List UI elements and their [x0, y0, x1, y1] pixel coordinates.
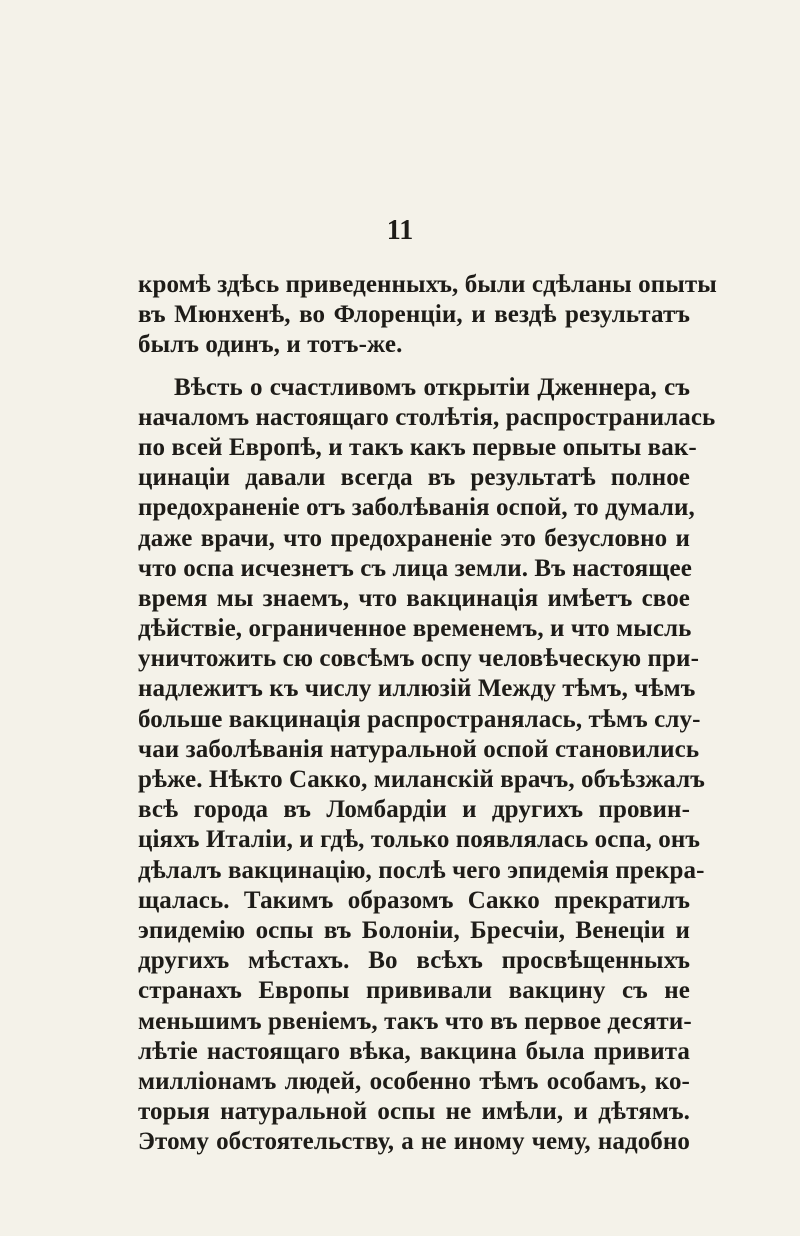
text-line: торыя натуральной оспы не имѣли, и дѣтямъ. [138, 1098, 690, 1126]
text-line: даже врачи, что предохраненіе это безусловно и [138, 524, 690, 552]
text-line: ціяхъ Италіи, и гдѣ, только появлялась оспа, онъ [138, 826, 701, 854]
text-line: дѣйствіе, ограниченное временемъ, и что мысль [138, 615, 692, 643]
text-line: Этому обстоятельству, а не иному чему, надобно [138, 1128, 690, 1156]
text-line: надлежитъ къ числу иллюзій Между тѣмъ, чѣмъ [138, 675, 696, 703]
text-line: больше вакцинація распространялась, тѣмъ слу- [138, 705, 701, 733]
paragraph-2 [138, 373, 716, 1158]
text-line: странахъ Европы прививали вакцину съ не [138, 977, 690, 1005]
text-line: всѣ города въ Ломбардіи и другихъ провин- [138, 796, 690, 824]
text-line: другихъ мѣстахъ. Во всѣхъ просвѣщенныхъ [138, 947, 690, 975]
text-line: чаи заболѣванія натуральной оспой становились [138, 735, 700, 763]
text-line: по всей Европѣ, и такъ какъ первые опыты вак- [138, 433, 697, 461]
text-line: что оспа исчезнетъ съ лица земли. Въ настоящее [138, 554, 692, 582]
body-text [138, 270, 717, 1157]
text-line: предохраненіе отъ заболѣванія оспой, то думали, [138, 494, 695, 522]
paragraph-gap [138, 361, 690, 373]
text-line: милліонамъ людей, особенно тѣмъ особамъ, ко- [138, 1067, 690, 1095]
text-line: цинаціи давали всегда въ результатѣ полное [138, 464, 690, 492]
text-line: время мы знаемъ, что вакцинація имѣетъ свое [138, 584, 690, 612]
text-line: Вѣсть о счастливомъ открытіи Дженнера, съ [174, 373, 690, 401]
text-line: рѣже. Нѣкто Сакко, миланскій врачъ, объѣзжалъ [138, 766, 705, 793]
text-line: лѣтіе настоящаго вѣка, вакцина была привита [138, 1037, 690, 1065]
page-number: 11 [386, 215, 414, 246]
text-line: уничтожить сю совсѣмъ оспу человѣческую при- [138, 645, 699, 673]
text-line: кромѣ здѣсь приведенныхъ, были сдѣланы опыты [138, 271, 717, 298]
text-line: въ Мюнхенѣ, во Флоренціи, и вездѣ результатъ [138, 301, 690, 329]
text-line: былъ одинъ, и тотъ-же. [138, 331, 403, 359]
text-line: меньшимъ рвеніемъ, такъ что въ первое десяти- [138, 1007, 692, 1035]
text-line: началомъ настоящаго столѣтія, распространилась [138, 403, 716, 431]
text-line: дѣлалъ вакцинацію, послѣ чего эпидемія прекра- [138, 856, 705, 884]
paragraph-1 [138, 270, 717, 361]
text-line: эпидемію оспы въ Болоніи, Бресчіи, Венеціи и [138, 916, 690, 944]
text-line: щалась. Такимъ образомъ Сакко прекратилъ [138, 886, 690, 914]
